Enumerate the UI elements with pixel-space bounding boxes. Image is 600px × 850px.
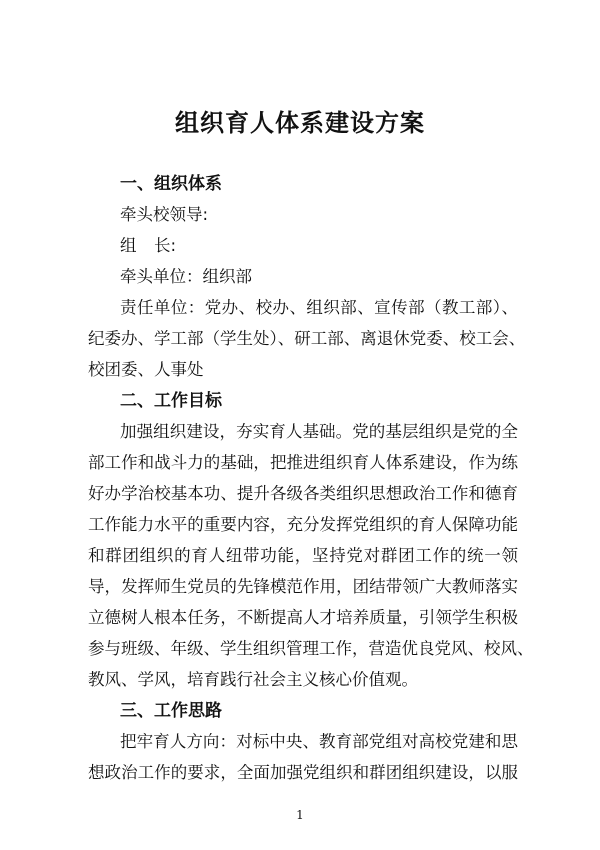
paragraph-line: 部工作和战斗力的基础，把推进组织育人体系建设，作为练 bbox=[88, 453, 518, 472]
paragraph-line bbox=[120, 422, 518, 442]
paragraph-line: 想政治工作的要求，全面加强党组织和群团组织建设，以服 bbox=[88, 763, 518, 782]
lead-sentence: 加强组织建设，夯实育人基础。 bbox=[120, 422, 353, 441]
lead-unit: 牵头单位：组织部 bbox=[120, 267, 252, 286]
section-heading-1: 一、组织体系 bbox=[120, 174, 222, 194]
paragraph-text: 党的基层组织是党的全 bbox=[352, 422, 519, 441]
paragraph-line: 和群团组织的育人纽带功能，坚持党对群团工作的统一领 bbox=[88, 546, 518, 565]
paragraph-line: 把牢育人方向：对标中央、教育部党组对高校党建和思 bbox=[120, 732, 518, 751]
section-heading-2: 二、工作目标 bbox=[120, 391, 222, 411]
section-heading-3: 三、工作思路 bbox=[120, 701, 222, 721]
paragraph-line: 导，发挥师生党员的先锋模范作用，团结带领广大教师落实 bbox=[88, 577, 518, 596]
responsible-units-line: 纪委办、学工部（学生处）、研工部、离退休党委、校工会、 bbox=[88, 329, 526, 348]
paragraph-line: 立德树人根本任务，不断提高人才培养质量，引领学生积极 bbox=[88, 608, 518, 627]
paragraph-line: 教风、学风，培育践行社会主义核心价值观。 bbox=[88, 670, 418, 689]
document-title: 组织育人体系建设方案 bbox=[175, 108, 425, 137]
paragraph-line: 参与班级、年级、学生组织管理工作，营造优良党风、校风、 bbox=[88, 639, 534, 658]
group-leader-label-b: 长: bbox=[154, 236, 177, 255]
leader-label: 牵头校领导: bbox=[120, 205, 209, 224]
responsible-units-line: 校团委、人事处 bbox=[88, 360, 204, 379]
group-leader-label bbox=[120, 236, 550, 256]
responsible-units-line: 责任单位：党办、校办、组织部、宣传部（教工部）、 bbox=[120, 298, 518, 317]
page-number: 1 bbox=[296, 808, 304, 822]
paragraph-line: 好办学治校基本功、提升各级各类组织思想政治工作和德育 bbox=[88, 484, 518, 503]
group-leader-label-a: 组 bbox=[120, 236, 137, 255]
paragraph-line: 工作能力水平的重要内容，充分发挥党组织的育人保障功能 bbox=[88, 515, 518, 534]
